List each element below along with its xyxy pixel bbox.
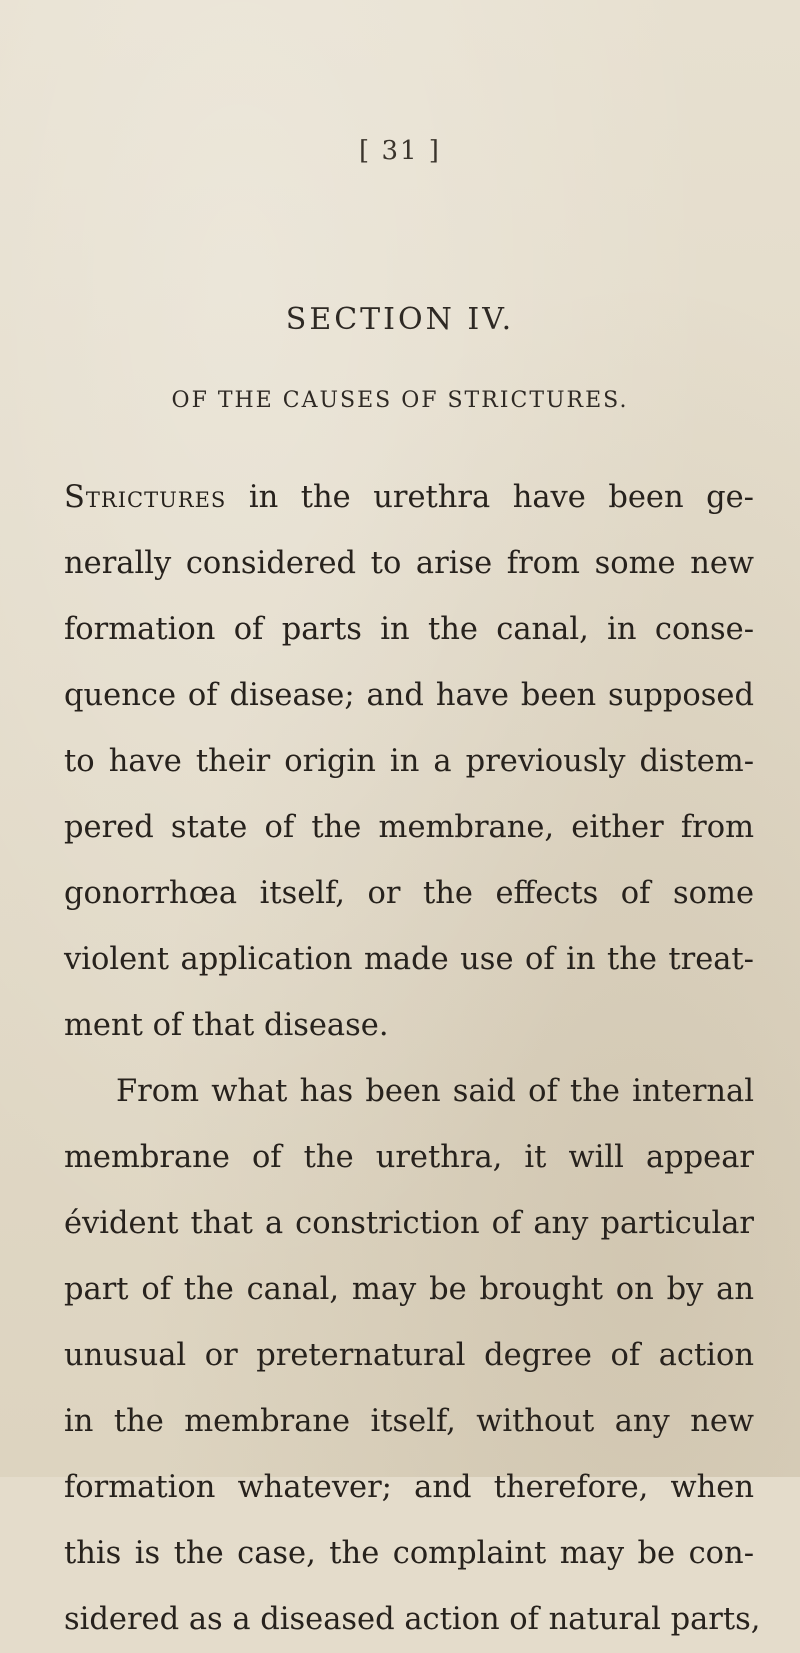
text-line: this is the case, the complaint may be con- [64, 1536, 754, 1571]
text-line [64, 465, 754, 531]
text-line: formation of parts in the canal, in conse- [64, 612, 754, 647]
paragraph-2 [64, 1059, 761, 1653]
line-text: in the urethra have been ge- [226, 480, 754, 515]
paragraph-1 [64, 465, 754, 1059]
section-subheading: OF THE CAUSES OF STRICTURES. [171, 388, 629, 413]
text-line: formation whatever; and therefore, when [64, 1470, 754, 1505]
text-line: ment of that disease. [64, 1008, 389, 1043]
text-line: in the membrane itself, without any new [64, 1404, 754, 1439]
text-line: évident that a constriction of any particular [64, 1206, 754, 1241]
text-line: membrane of the urethra, it will appear [64, 1140, 754, 1175]
text-line: part of the canal, may be brought on by an [64, 1272, 754, 1307]
text-line: gonorrhœa itself, or the effects of some [64, 876, 754, 911]
section-heading: SECTION IV. [285, 302, 515, 337]
text-line: unusual or preternatural degree of action [64, 1338, 754, 1373]
text-line: nerally considered to arise from some new [64, 546, 754, 581]
text-line: violent application made use of in the treat- [64, 942, 754, 977]
text-line: From what has been said of the internal [116, 1074, 754, 1109]
text-line: sidered as a diseased action of natural parts, [64, 1602, 761, 1637]
body-text [64, 465, 761, 1653]
text-line: quence of disease; and have been supposed [64, 678, 754, 713]
text-line: pered state of the membrane, either from [64, 810, 754, 845]
lead-word: Strictures [64, 480, 227, 515]
text-line: to have their origin in a previously distem- [64, 744, 754, 779]
page-number: [ 31 ] [359, 136, 441, 166]
